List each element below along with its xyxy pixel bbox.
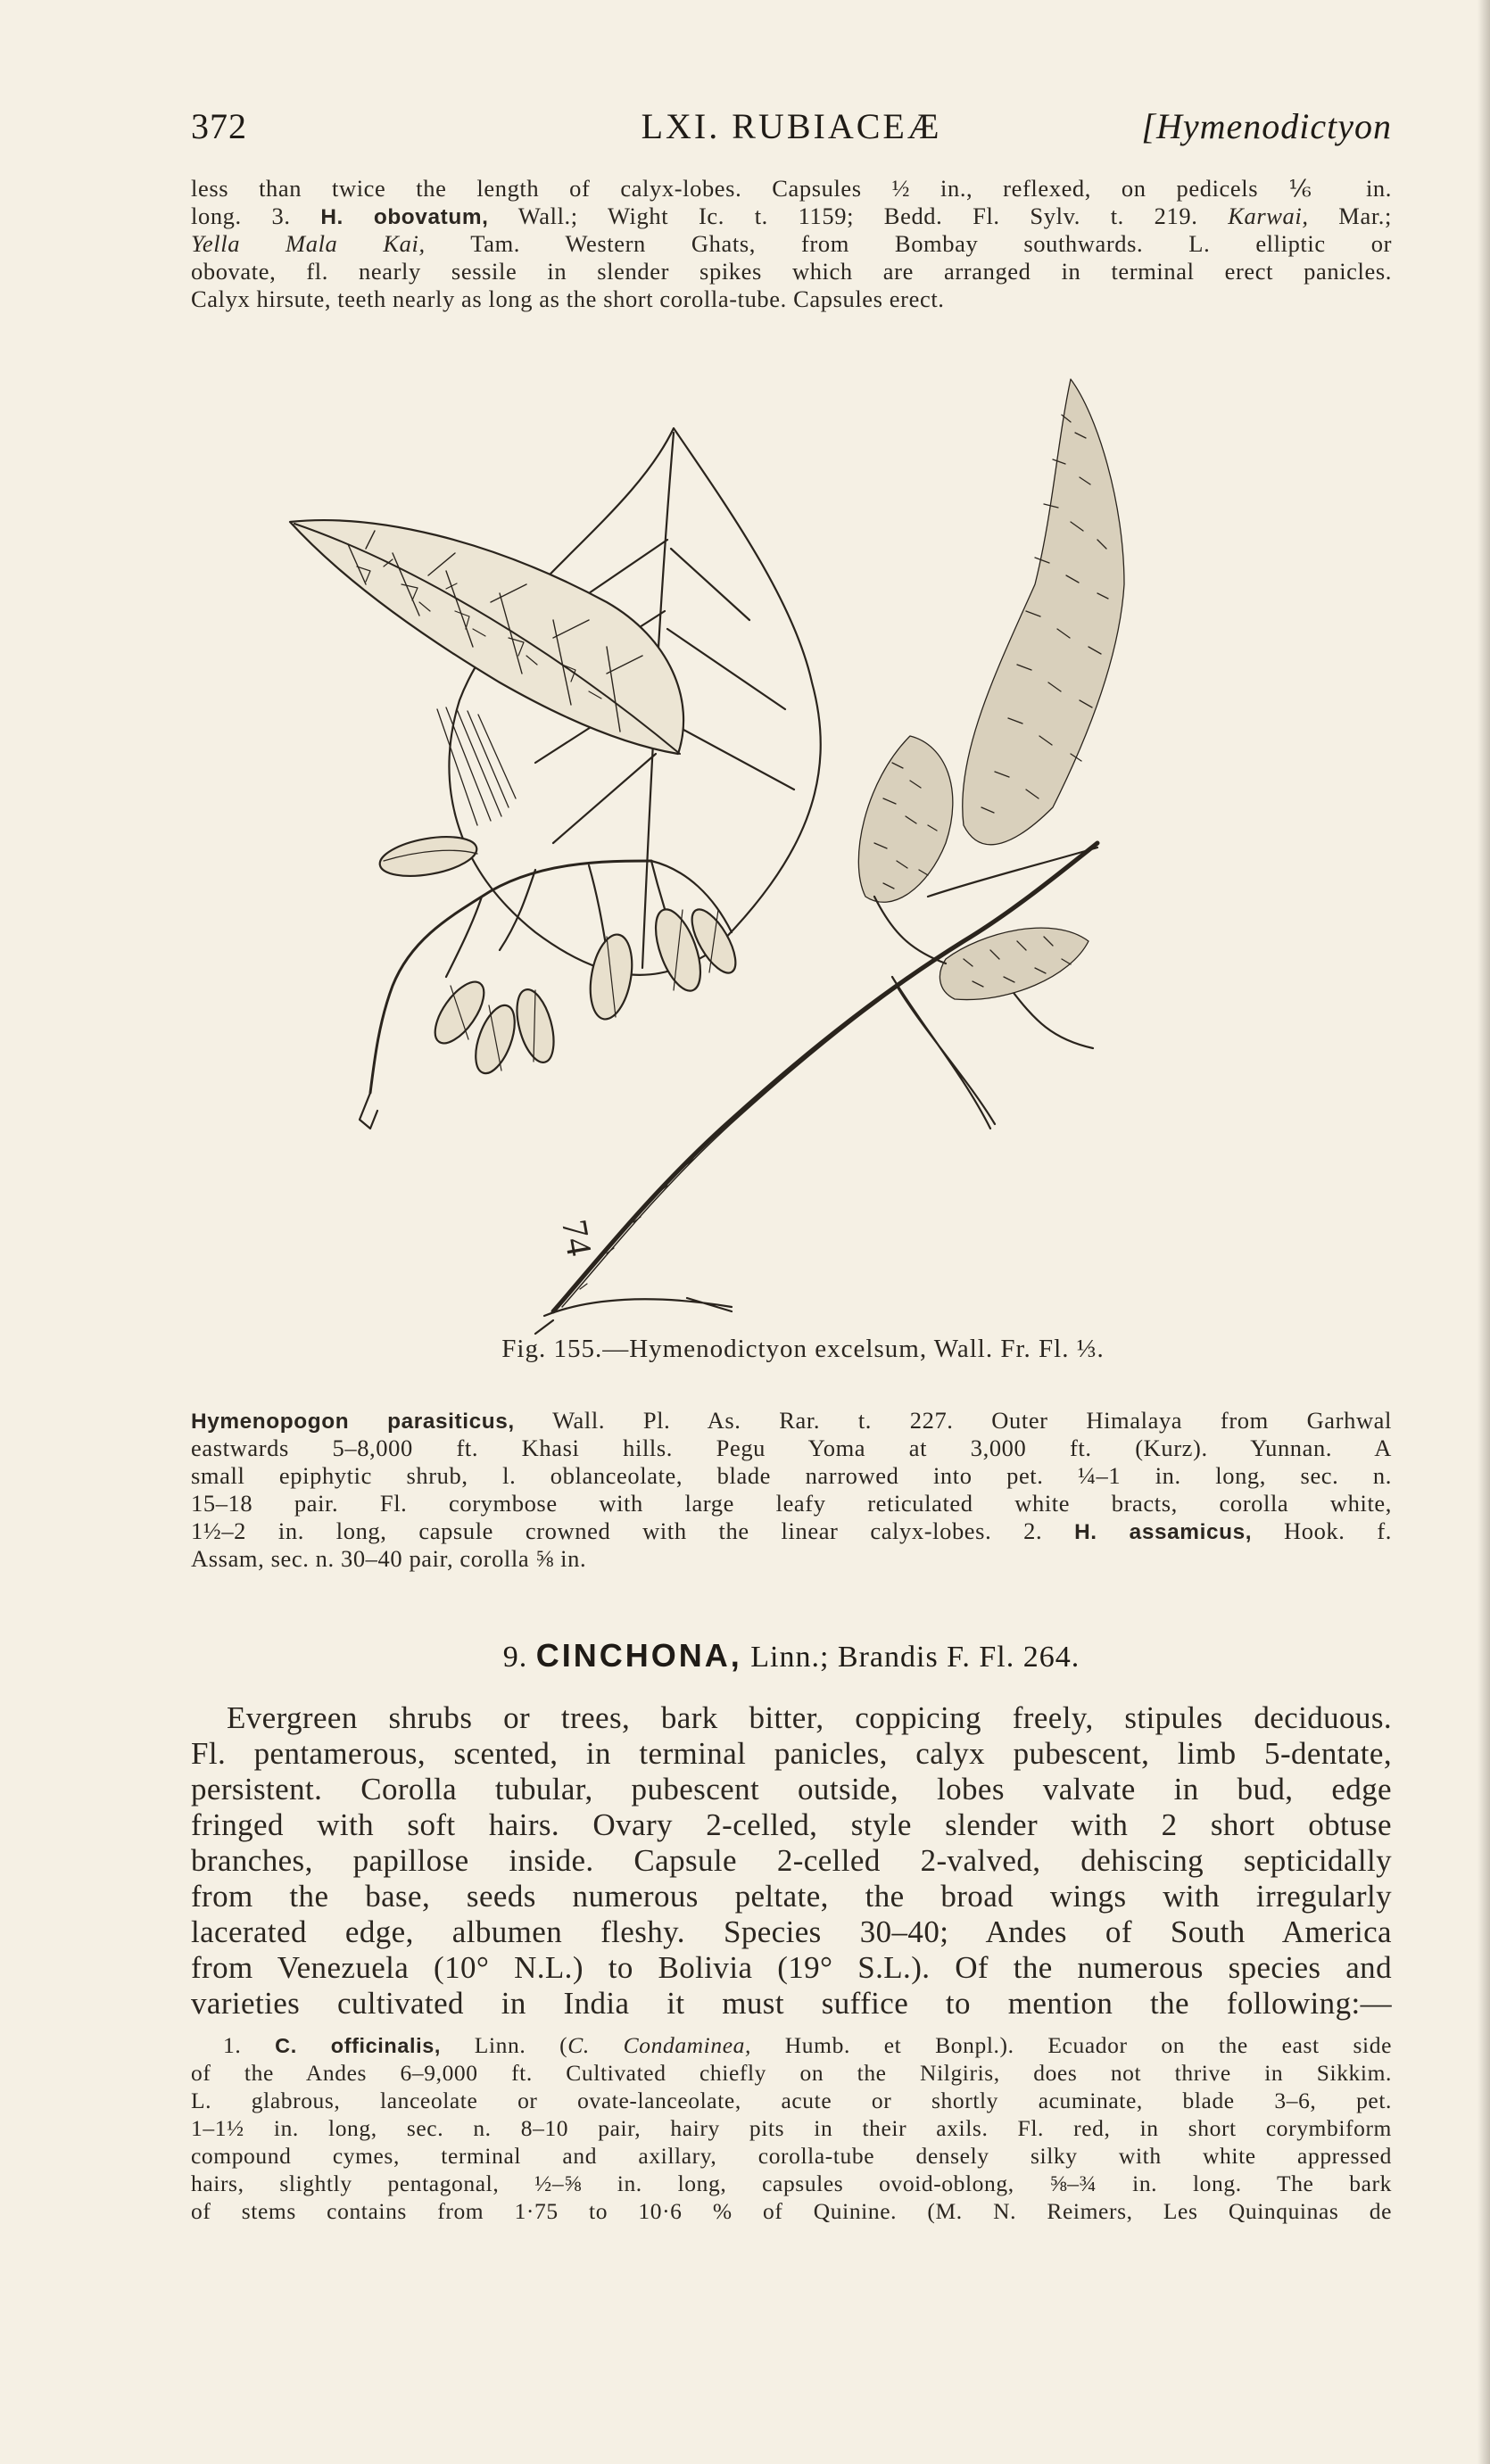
text-run: Mar.; [1308,203,1392,229]
figure-caption: Fig. 155.—Hymenodictyon excelsum, Wall. Fr. Fl. ⅓. [501,1335,1105,1363]
text-run: 1½–2 in. long, capsule crowned with the linear calyx-lobes. 2. [191,1517,1075,1544]
synonym-name: C. Condaminea, [567,2032,751,2058]
text-run: Tam. Western Ghats, from Bombay southwards. L. elliptic or [425,230,1392,257]
species-name: C. officinalis, [275,2034,441,2057]
text-run: Wall.; Wight Ic. t. 1159; Bedd. Fl. Sylv. t. 219. [488,203,1229,229]
text-line [191,230,1392,258]
cinchona-officinalis-paragraph [191,2031,1392,2225]
text-line: L. glabrous, lanceolate or ovate-lanceolate, acute or shortly acuminate, blade 3–6, pet. [191,2088,1392,2113]
text-line: fringed with soft hairs. Ovary 2-celled, style slender with 2 short obtuse [191,1807,1392,1842]
text-line: persistent. Corolla tubular, pubescent outside, lobes valvate in bud, edge [191,1772,1392,1807]
text-run: 1. [223,2032,276,2058]
vernacular-name: Yella Mala Kai, [191,230,426,257]
cinchona-description [191,1700,1392,2022]
leaf-reticulated [290,520,683,754]
hymenopogon-paragraph [191,1407,1392,1573]
species-name: H. obovatum, [320,205,489,229]
text-run: Humb. et Bonpl.). Ecuador on the east side [750,2032,1392,2058]
text-line [191,2031,1392,2059]
running-head [191,105,1392,155]
text-line: eastwards 5–8,000 ft. Khasi hills. Pegu Yoma at 3,000 ft. (Kurz). Yunnan. A [191,1435,1392,1461]
genus-heading: CINCHONA, [535,1637,742,1674]
text-line: less than twice the length of calyx-lobes. Capsules ½ in., reflexed, on pedicels ⅙ in. [191,175,1392,202]
page-edge-shadow [1478,0,1490,2464]
species-name: Hymenopogon parasiticus, [191,1410,515,1434]
vernacular-name: Karwai, [1228,203,1309,229]
text-line: Evergreen shrubs or trees, bark bitter, coppicing freely, stipules deciduous. [227,1700,1392,1735]
text-line: hairs, slightly pentagonal, ½–⅝ in. long, capsules ovoid-oblong, ⅝–¾ in. long. The bark [191,2170,1392,2196]
figure-number-label: 74 [554,1216,600,1259]
section-number: 9. [502,1641,528,1674]
text-line: obovate, fl. nearly sessile in slender spikes which are arranged in terminal erect panicles. [191,258,1392,285]
text-line: small epiphytic shrub, l. oblanceolate, blade narrowed into pet. ¼–1 in. long, sec. n. [191,1462,1392,1489]
page-number: 372 [191,106,247,146]
capsule [377,831,479,882]
family-title: LXI. RUBIACEÆ [641,106,942,146]
text-line: of stems contains from 1·75 to 10·6 % of Quinine. (M. N. Reimers, Les Quinquinas de [191,2198,1392,2224]
section-heading [191,1637,1392,1674]
text-line: Calyx hirsute, teeth nearly as long as the short corolla-tube. Capsules erect. [191,285,945,312]
text-run: long. 3. [191,203,321,229]
text-run: Hook. f. [1252,1517,1392,1544]
text-line: from Venezuela (10° N.L.) to Bolivia (19° S.L.). Of the numerous species and [191,1950,1392,1985]
text-line: of the Andes 6–9,000 ft. Cultivated chiefly on the Nilgiris, does not thrive in Sikkim. [191,2060,1392,2086]
botanical-illustration [268,361,1303,1343]
main-stem [553,843,1097,1311]
text-line: Fl. pentamerous, scented, in terminal panicles, calyx pubescent, limb 5-dentate, [191,1736,1392,1771]
text-line: 15–18 pair. Fl. corymbose with large leafy reticulated white bracts, corolla white, [191,1490,1392,1517]
flower-spike-lower [940,928,1089,999]
text-line: compound cymes, terminal and axillary, corolla-tube densely silky with white appressed [191,2143,1392,2169]
text-line: Assam, sec. n. 30–40 pair, corolla ⅝ in. [191,1545,587,1572]
text-line [191,203,1392,230]
text-run: Linn. ( [440,2032,568,2058]
hymenodictyon-obovatum-paragraph [191,175,1392,313]
flower-spike-large [963,379,1124,845]
text-line: branches, papillose inside. Capsule 2-celled 2-valved, dehiscing septicidally [191,1843,1392,1878]
text-line [191,1407,1392,1435]
flower-spike-middle [858,736,953,902]
running-genus: [Hymenodictyon [1141,106,1392,146]
text-line [191,1517,1392,1545]
species-name: H. assamicus, [1074,1520,1253,1544]
section-authority: Linn.; Brandis F. Fl. 264. [750,1641,1080,1674]
text-run: Wall. Pl. As. Rar. t. 227. Outer Himalaya from Garhwal [514,1407,1392,1434]
text-line: lacerated edge, albumen fleshy. Species 30–40; Andes of South America [191,1914,1392,1949]
text-line: varieties cultivated in India it must suffice to mention the following:— [191,1986,1392,2021]
text-line: from the base, seeds numerous peltate, the broad wings with irregularly [191,1879,1392,1914]
text-line: 1–1½ in. long, sec. n. 8–10 pair, hairy pits in their axils. Fl. red, in short corymbiform [191,2115,1392,2141]
